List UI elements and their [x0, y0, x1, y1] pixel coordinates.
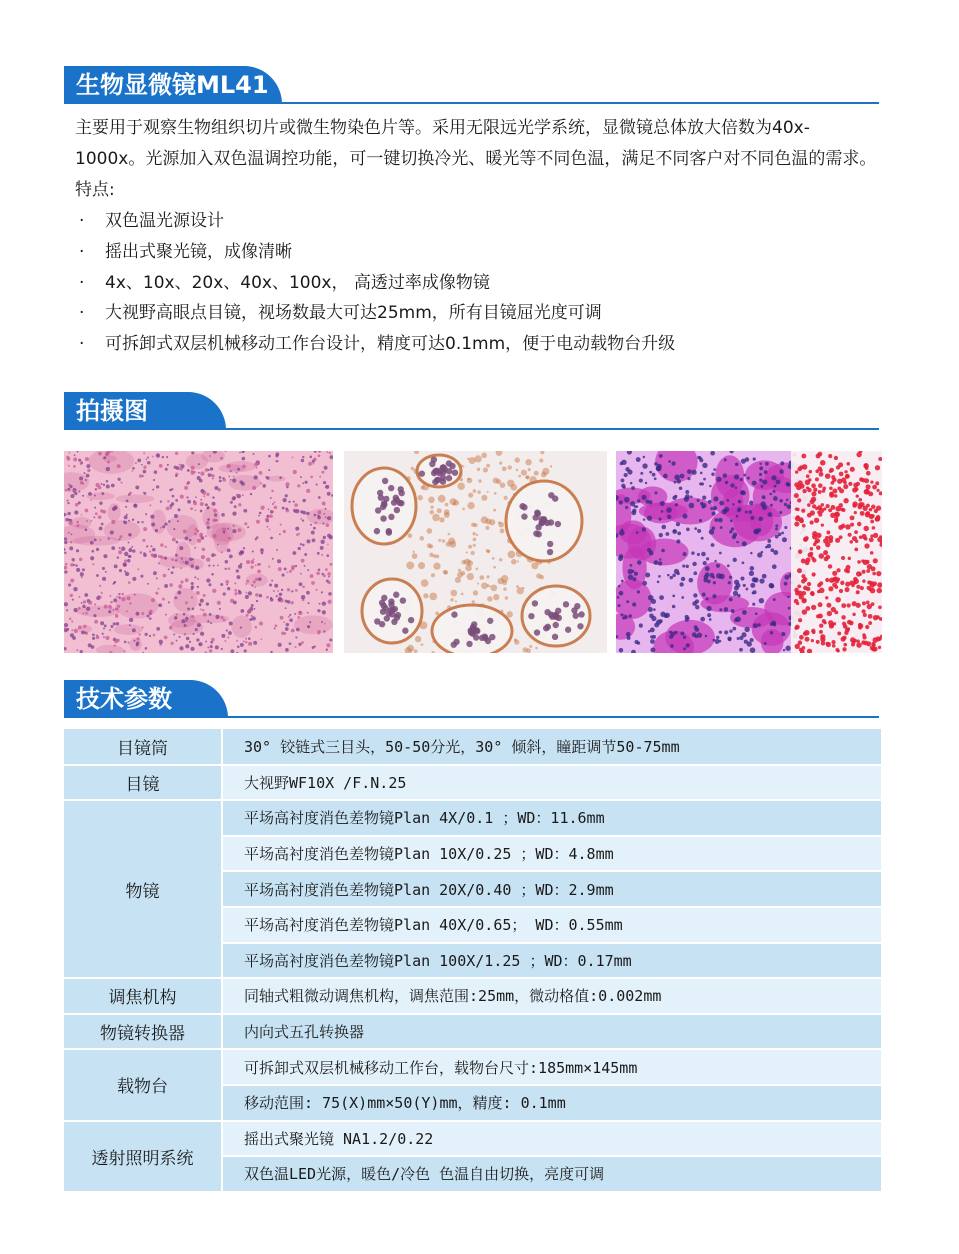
- product-intro: [75, 113, 880, 360]
- product-description: 主要用于观察生物组织切片或微生物染色片等。采用无限远光学系统，显微镜总体放大倍数为40x-1000x。光源加入双色温调控功能，可一键切换冷光、暖光等不同色温，满足不同客户对不同色温的需求。: [75, 118, 877, 169]
- section-rule: [64, 428, 879, 430]
- spec-value: 移动范围: 75(X)mm×50(Y)mm，精度: 0.1mm: [222, 1085, 881, 1121]
- section-rule: [64, 102, 879, 104]
- micrograph-plant-section: [344, 451, 607, 653]
- photos-section-header: [64, 392, 879, 432]
- micrograph-he-tissue: [64, 451, 333, 653]
- spec-value: 双色温LED光源，暖色/冷色 色温自由切换，亮度可调: [222, 1156, 881, 1192]
- spec-label: 透射照明系统: [64, 1121, 222, 1192]
- bullet-icon: ·: [79, 211, 85, 231]
- spec-label: 目镜筒: [64, 729, 222, 765]
- bullet-icon: ·: [79, 241, 85, 262]
- spec-label: 物镜转换器: [64, 1014, 222, 1050]
- micrograph-glandular-tissue: [616, 451, 882, 653]
- feature-item: · 大视野高眼点目镜，视场数最大可达25mm，所有目镜屈光度可调: [75, 298, 880, 329]
- spec-value: 大视野WF10X /F.N.25: [222, 765, 881, 801]
- bullet-icon: ·: [79, 272, 85, 293]
- spec-value: 可拆卸式双层机械移动工作台，载物台尺寸:185mm×145mm: [222, 1049, 881, 1085]
- spec-table: [64, 729, 881, 1193]
- feature-item: · 摇出式聚光镜，成像清晰: [75, 237, 880, 268]
- bullet-icon: ·: [79, 334, 85, 355]
- spec-value: 摇出式聚光镜 NA1.2/0.22: [222, 1121, 881, 1157]
- spec-value: 平场高衬度消色差物镜Plan 10X/0.25 ；WD：4.8mm: [222, 836, 881, 872]
- feature-list: [75, 206, 880, 360]
- spec-row-eyepiece-tube: [64, 729, 881, 765]
- spec-value: 平场高衬度消色差物镜Plan 40X/0.65； WD：0.55mm: [222, 907, 881, 943]
- product-section-header: [64, 66, 879, 106]
- spec-value: 内向式五孔转换器: [222, 1014, 881, 1050]
- spec-value: 30° 铰链式三目头，50-50分光，30° 倾斜，瞳距调节50-75mm: [222, 729, 881, 765]
- spec-value: 平场高衬度消色差物镜Plan 20X/0.40 ；WD：2.9mm: [222, 871, 881, 907]
- feature-item: · 双色温光源设计: [75, 206, 880, 237]
- section-rule: [64, 716, 879, 718]
- specs-title: 技术参数: [64, 680, 228, 718]
- spec-row-stage: [64, 1049, 881, 1085]
- feature-item: · 4x、10x、20x、40x、100x， 高透过率成像物镜: [75, 268, 880, 299]
- spec-row-nosepiece: [64, 1014, 881, 1050]
- spec-label: 物镜: [64, 800, 222, 978]
- spec-value: 平场高衬度消色差物镜Plan 4X/0.1 ；WD：11.6mm: [222, 800, 881, 836]
- feature-item: · 可拆卸式双层机械移动工作台设计，精度可达0.1mm，便于电动载物台升级: [75, 329, 880, 360]
- specs-section-header: [64, 680, 879, 720]
- spec-row-illumination: [64, 1121, 881, 1157]
- spec-value: 同轴式粗微动调焦机构，调焦范围:25mm，微动格值:0.002mm: [222, 978, 881, 1014]
- bullet-icon: ·: [79, 303, 85, 324]
- spec-label: 目镜: [64, 765, 222, 801]
- spec-row-objective: [64, 800, 881, 836]
- spec-label: 调焦机构: [64, 978, 222, 1014]
- product-title: 生物显微镜ML41: [64, 66, 282, 104]
- spec-value: 平场高衬度消色差物镜Plan 100X/1.25 ；WD：0.17mm: [222, 943, 881, 979]
- spec-row-focus: [64, 978, 881, 1014]
- photo-gallery: [64, 451, 882, 653]
- features-heading: 特点:: [75, 180, 115, 200]
- photos-title: 拍摄图: [64, 392, 226, 430]
- spec-label: 载物台: [64, 1049, 222, 1120]
- spec-row-eyepiece: [64, 765, 881, 801]
